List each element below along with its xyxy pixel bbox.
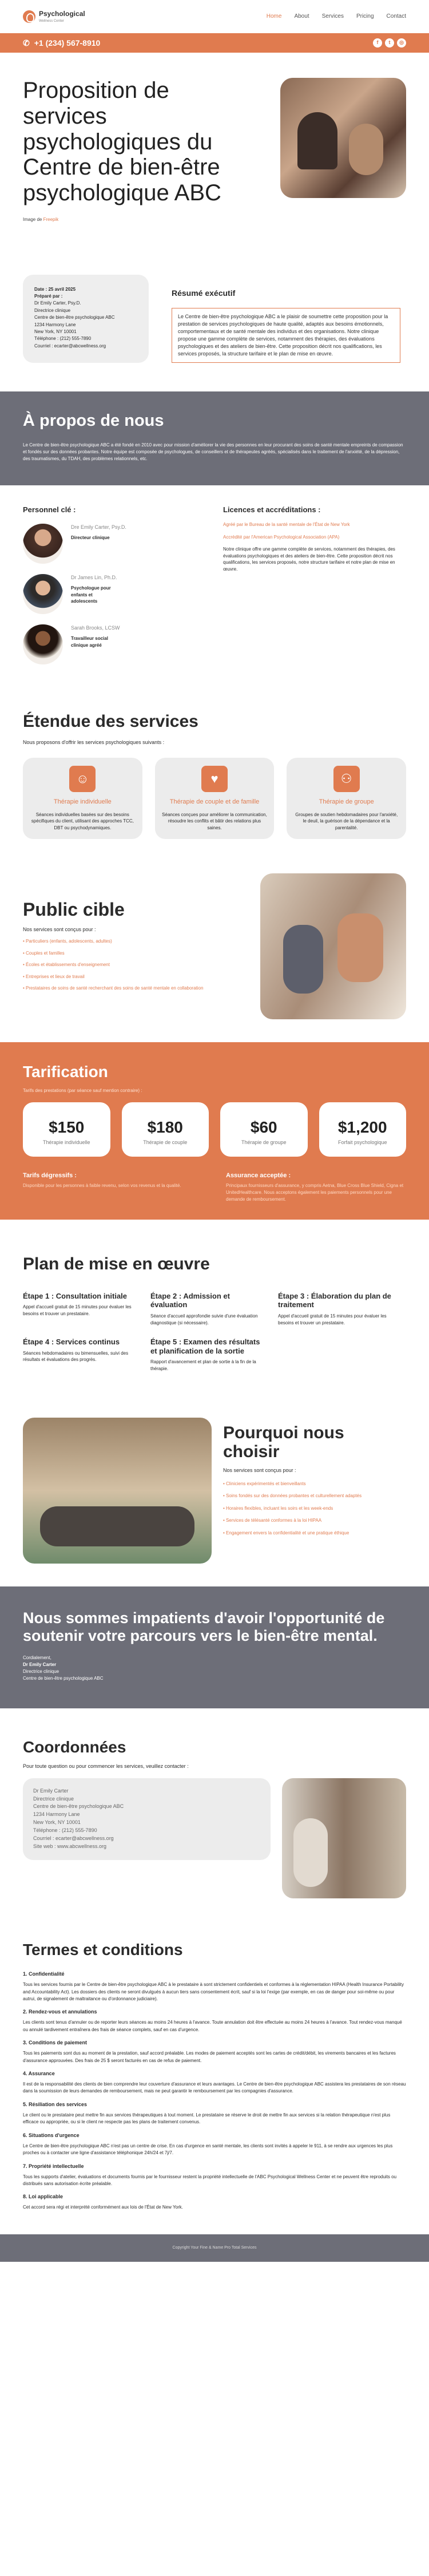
price-card: $60 Thérapie de groupe: [220, 1102, 308, 1157]
logo[interactable]: [23, 9, 85, 24]
service-card: ☺ Thérapie individuelle Séances individuelles basées sur des besoins spécifiques du client, utilisant des approches TCC, DBT ou psychodynamiques.: [23, 758, 142, 840]
brand-tagline: Wellness Center: [39, 19, 64, 23]
terms-section: Termes et conditions 1. Confidentialité Tous les services fournis par le Centre de bien-être psychologique ABC à le prestataire à sont strictement confidentiels et conformes à la réglementation HIPAA (Health Insurance Portability and Accountability Act). Les dossiers des clients ne seront divulgués à aucun tiers sans consentement écrit, sauf si la loi l'exige (par exemple, en cas de danger pour soi-même ou pour autrui, de signalement de maltraitance ou d'ordonnance judiciaire). 2. Rendez-vous et annulations Les clients sont tenus d'annuler ou de reporter leurs séances au moins 24 heures à l'avance. Toute annulation doit être effectuée au moins 24 heures à l'avance. Tout rendez-vous manqué ou annulé tardivement entraînera des frais de séance complets, sauf en cas d'urgence. 3. Conditions de paiement Tous les paiements sont dus au moment de la prestation, sauf accord préalable. Les modes de paiement acceptés sont les cartes de crédit/débit, les virements bancaires et les factures d'assurance approuvées. Des frais de 25 $ seront facturés en cas de refus de paiement. 4. Assurance Il est de la responsabilité des clients de bien comprendre leur couverture d'assurance et leurs avantages. Le Centre de bien-être psychologique ABC assistera les prestataires de son réseau dans la soumission de leurs demandes de remboursement, mais ne peut garantir le remboursement par les compagnies d'assurance. 5. Résiliation des services Le client ou le prestataire peut mettre fin aux services thérapeutiques à tout moment. Le prestataire se réserve le droit de mettre fin aux services si la relation thérapeutique n'est plus efficace ou appropriée, ou si le client ne respecte pas les plans de traitement convenus. 6. Situations d'urgence Le Centre de bien-être psychologique ABC n'est pas un centre de crise. En cas d'urgence en santé mentale, les clients sont invités à appeler le 911, à se rendre aux urgences les plus proches ou à contacter une ligne d'assistance téléphonique 24h/24 et 7j/7. 7. Propriété intellectuelle Tous les supports d'atelier, évaluations et documents fournis par le fournisseur restent la propriété intellectuelle de l'ABC Psychological Wellness Center et ne peuvent être reproduits ou distribués sans autorisation écrite préalable. 8. Loi applicable Cet accord sera régi et interprété conformément aux lois de l'État de New York.: [0, 1921, 429, 2234]
about-text: Le Centre de bien-être psychologique ABC a été fondé en 2010 avec pour mission d'améliorer la vie des personnes en leur procurant des soins de santé mentale empreints de compassion et fondés sur des données probantes. Notre équipe est composée de psychologues, de conseillers et de thérapeutes agréés, spécialisés dans le traitement de l'anxiété, de la dépression, des traumatismes, du TDAH, des problèmes relationnels, etc.: [23, 442, 403, 462]
staff-member: Dr James Lin, Ph.D. Psychologue pour enfants et adolescents: [23, 574, 200, 614]
executive-text: Le Centre de bien-être psychologique ABC a le plaisir de soumettre cette proposition pour la prestation de services psychologiques de haute qualité, adaptés aux besoins émotionnels, comportementaux et de santé mentale des individus et des organisations. Notre clinique propose une gamme complète de services, notamment des thérapies, des évaluations psychologiques et des ateliers de bien-être. Cette proposition décrit nos qualifications, les services proposés, la structure tarifaire et le plan de mise en œuvre.: [172, 308, 400, 363]
terms-title: Termes et conditions: [23, 1940, 183, 1958]
avatar: [23, 574, 63, 614]
price-card: $180 Thérapie de couple: [122, 1102, 209, 1157]
list-item: • Cliniciens expérimentés et bienveillants: [223, 1481, 389, 1487]
plan-step: Étape 1 : Consultation initiale Appel d'accueil gratuit de 15 minutes pour évaluer les besoins et trouver un prestataire.: [23, 1291, 132, 1316]
phone-bar: [0, 33, 429, 53]
proposal-info: [0, 258, 429, 392]
services-section: Étendue des services Nous proposons d'offrir les services psychologiques suivants : ☺ Thérapie individuelle Séances individuelles basées sur des besoins spécifiques du client, utilisant des approches TCC, DBT ou psychodynamiques. ♥ Thérapie de couple et de famille Séances conçues pour améliorer la communication, résoudre les conflits et bâtir des relations plus saines. ⚇ Thérapie de groupe Groupes de soutien hebdomadaires pour l'anxiété, le deuil, la guérison de la dépendance et la parentalité.: [0, 686, 429, 873]
plan-step: Étape 3 : Élaboration du plan de traitement Appel d'accueil gratuit de 15 minutes pour évaluer les besoins et trouver un prestataire.: [278, 1291, 391, 1325]
service-card: ♥ Thérapie de couple et de famille Séances conçues pour améliorer la communication, résoudre les conflits et bâtir des relations plus saines.: [155, 758, 275, 840]
list-item: • Écoles et établissements d'enseignement: [23, 961, 206, 968]
implementation-plan: [0, 1220, 429, 1389]
executive-summary: [172, 275, 400, 363]
list-item: • Engagement envers la confidentialité et une pratique éthique: [223, 1530, 389, 1537]
closing-section: Nous sommes impatients d'avoir l'opportunité de soutenir votre parcours vers le bien-être mental. Cordialement, Dr Emily Carter Directrice clinique Centre de bien-être psychologique ABC: [0, 1586, 429, 1708]
licenses-text: Notre clinique offre une gamme complète de services, notamment des thérapies, des évaluations psychologiques et des ateliers de bien-être. Cette proposition décrit nos qualifications, les services proposés, notre structure tarifaire et notre plan de mise en œuvre.: [223, 547, 395, 572]
brand-name: Psychological: [39, 9, 85, 18]
hero: [0, 53, 429, 258]
staff-section: [0, 485, 429, 686]
staff-member: Sarah Brooks, LCSW Travailleur social clinique agréé: [23, 624, 200, 664]
contact-website[interactable]: Site web : www.abcwellness.org: [33, 1843, 107, 1850]
contact-phone[interactable]: Téléphone : (212) 555-7890: [33, 1827, 97, 1834]
staff-title: Personnel clé :: [23, 505, 76, 515]
group-icon: ⚇: [333, 766, 360, 792]
couple-icon: ♥: [201, 766, 228, 792]
about-section: [0, 391, 429, 485]
plan-step: Étape 4 : Services continus Séances hebdomadaires ou bimensuelles, suivi des résultats et évaluations des progrès.: [23, 1338, 129, 1363]
price-card: $150 Thérapie individuelle: [23, 1102, 110, 1157]
list-item: • Particuliers (enfants, adolescents, adultes): [23, 938, 206, 945]
staff-member: Dre Emily Carter, Psy.D. Directeur clinique: [23, 524, 200, 564]
logo-icon: [23, 10, 35, 23]
avatar: [23, 624, 63, 664]
nav-contact[interactable]: Contact: [386, 13, 406, 19]
instagram-icon[interactable]: ◎: [397, 38, 406, 48]
sliding-scale: Tarifs dégressifs : Disponible pour les personnes à faible revenu, selon vos revenus et la qualité.: [23, 1172, 181, 1189]
insurance: Assurance acceptée : Principaux fournisseurs d'assurance, y compris Aetna, Blue Cross Blue Shield, Cigna et UnitedHealthcare. Nous acceptons également les paiements personnels pour une demande de remboursement.: [226, 1172, 404, 1202]
executive-title: Résumé exécutif: [172, 288, 236, 298]
licenses: Licences et accréditations : Agréé par le Bureau de la santé mentale de l'État de New York Accrédité par l'American Psychological Association (APA) Notre clinique offre une gamme complète de services, notamment des thérapies, des évaluations psychologiques et des ateliers de bien-être. Cette proposition décrit nos qualifications, les services proposés, notre structure tarifaire et notre plan de mise en œuvre.: [223, 505, 406, 675]
list-item: • Soins fondés sur des données probantes et culturellement adaptés: [223, 1493, 389, 1499]
person-icon: ☺: [69, 766, 96, 792]
about-title: À propos de nous: [23, 411, 164, 430]
licenses-title: Licences et accréditations :: [223, 505, 321, 515]
contact-section: Coordonnées Pour toute question ou pour commencer les services, veuillez contacter : Dr Emily Carter Directrice clinique Centre de bien-être psychologique ABC 1234 Harmony Lane New York, NY 10001 Téléphone : (212) 555-7890 Courriel : ecarter@abcwellness.org Site web : www.abcwellness.org: [0, 1708, 429, 1921]
footer: [0, 2234, 429, 2262]
group-therapy-image: [23, 1418, 212, 1564]
therapy-image: [260, 873, 406, 1019]
service-card: ⚇ Thérapie de groupe Groupes de soutien hebdomadaires pour l'anxiété, le deuil, la guérison de la dépendance et la parentalité.: [287, 758, 406, 840]
image-credit: Image de Freepik: [23, 216, 59, 222]
contact-email[interactable]: Courriel : ecarter@abcwellness.org: [33, 1835, 114, 1842]
phone-number[interactable]: +1 (234) 567-8910: [34, 38, 101, 48]
header: [0, 0, 429, 33]
contact-image: [282, 1778, 406, 1898]
services-title: Étendue des services: [23, 712, 198, 731]
list-item: • Services de télésanté conformes à la loi HIPAA: [223, 1517, 389, 1524]
why-title: Pourquoi nous choisir: [223, 1423, 344, 1462]
facebook-icon[interactable]: f: [373, 38, 382, 48]
main-nav: [267, 13, 406, 21]
plan-step: Étape 5 : Examen des résultats et planification de la sortie Rapport d'avancement et plan de sortie à la fin de la thérapie.: [150, 1338, 260, 1371]
plan-title: Plan de mise en œuvre: [23, 1255, 210, 1274]
plan-step: Étape 2 : Admission et évaluation Séance d'accueil approfondie suivie d'une évaluation diagnostique (si nécessaire).: [150, 1291, 258, 1325]
list-item: • Prestataires de soins de santé recherchant des soins de santé mentale en collaboration: [23, 985, 206, 992]
why-us: Pourquoi nous choisir Nos services sont conçus pour : • Cliniciens expérimentés et bienveillants • Soins fondés sur des données probantes et culturellement adaptés • Horaires flexibles, incluant les soirs et les week-ends • Services de télésanté conformes à la loi HIPAA • Engagement envers la confidentialité et une pratique éthique: [0, 1389, 429, 1586]
contact-title: Coordonnées: [23, 1738, 126, 1756]
list-item: • Entreprises et lieux de travail: [23, 974, 206, 980]
list-item: • Couples et familles: [23, 950, 206, 957]
closing-title: Nous sommes impatients d'avoir l'opportunité de soutenir votre parcours vers le bien-être mental.: [23, 1609, 385, 1644]
hero-image: [280, 78, 406, 198]
pricing-section: Tarification Tarifs des prestations (par séance sauf mention contraire) : $150 Thérapie individuelle $180 Thérapie de couple $60 Thérapie de groupe $1,200 Forfait psychologique Tarifs dégressifs : Disponible pour les personnes à faible revenu, selon vos revenus et la qualité. Assurance acceptée : Principaux fournisseurs d'assurance, y compris Aetna, Blue Cross Blue Shield, Cigna et UnitedHealthcare. Nous acceptons également les paiements personnels pour une demande de remboursement.: [0, 1042, 429, 1220]
footer-text: Copyright Your Fine & Name Pro Total Services: [172, 2245, 257, 2250]
phone-icon: ✆: [23, 38, 30, 48]
target-audience: Public cible Nos services sont conçus pour : • Particuliers (enfants, adolescents, adultes) • Couples et familles • Écoles et établissements d'enseignement • Entreprises et lieux de travail • Prestataires de soins de santé recherchant des soins de santé mentale en collaboration: [0, 873, 429, 1042]
twitter-icon[interactable]: t: [385, 38, 394, 48]
pricing-title: Tarification: [23, 1063, 108, 1081]
nav-services[interactable]: Services: [321, 13, 344, 19]
nav-pricing[interactable]: Pricing: [356, 13, 374, 19]
credit-link[interactable]: Freepik: [43, 216, 59, 222]
nav-about[interactable]: About: [294, 13, 309, 19]
author-card: Date : 25 avril 2025 Préparé par : Dr Emily Carter, Psy.D. Directrice clinique Centre de bien-être psychologique ABC 1234 Harmony Lane New York, NY 10001 Téléphone : (212) 555-7890 Courriel : ecarter@abcwellness.org: [23, 275, 149, 363]
avatar: [23, 524, 63, 564]
list-item: • Horaires flexibles, incluant les soirs et les week-ends: [223, 1505, 389, 1512]
nav-home[interactable]: Home: [266, 13, 282, 19]
public-title: Public cible: [23, 899, 125, 920]
contact-card: Dr Emily Carter Directrice clinique Centre de bien-être psychologique ABC 1234 Harmony Lane New York, NY 10001 Téléphone : (212) 555-7890 Courriel : ecarter@abcwellness.org Site web : www.abcwellness.org: [23, 1778, 271, 1861]
hero-title: Proposition de services psychologiques du Centre de bien-être psychologique ABC: [23, 78, 221, 206]
price-card: $1,200 Forfait psychologique: [319, 1102, 407, 1157]
